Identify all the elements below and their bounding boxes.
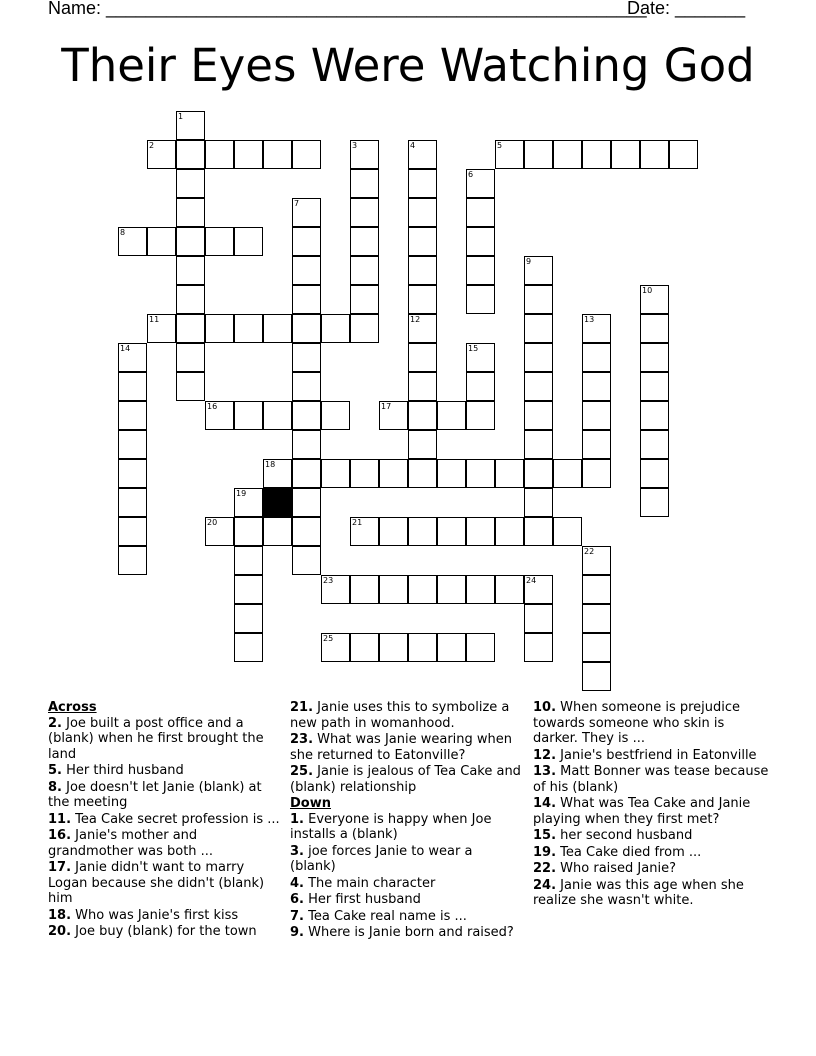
grid-cell[interactable] bbox=[466, 227, 495, 256]
grid-cell[interactable] bbox=[263, 140, 292, 169]
grid-cell[interactable] bbox=[640, 401, 669, 430]
grid-cell[interactable] bbox=[292, 227, 321, 256]
clue-item-number: 15. bbox=[533, 828, 557, 843]
grid-cell[interactable] bbox=[640, 314, 669, 343]
clue-number: 18 bbox=[265, 460, 276, 469]
clue-item bbox=[533, 748, 773, 764]
grid-cell[interactable] bbox=[408, 140, 437, 169]
grid-cell[interactable] bbox=[466, 256, 495, 285]
grid-cell[interactable] bbox=[350, 198, 379, 227]
grid-cell[interactable] bbox=[234, 575, 263, 604]
clue-item-number: 14. bbox=[533, 796, 557, 811]
grid-cell[interactable] bbox=[437, 401, 466, 430]
grid-cell[interactable] bbox=[408, 430, 437, 459]
grid-cell[interactable] bbox=[379, 517, 408, 546]
clue-number: 2 bbox=[149, 141, 155, 150]
clue-number: 4 bbox=[410, 141, 416, 150]
grid-cell[interactable] bbox=[582, 459, 611, 488]
grid-cell[interactable] bbox=[118, 459, 147, 488]
grid-cell[interactable] bbox=[466, 372, 495, 401]
page-title: Their Eyes Were Watching God bbox=[61, 39, 755, 92]
grid-cell[interactable] bbox=[582, 372, 611, 401]
clue-item-text: Her third husband bbox=[61, 763, 184, 778]
clue-item-text: Janie's mother and grandmother was both ... bbox=[48, 828, 214, 859]
grid-cell[interactable] bbox=[321, 401, 350, 430]
clue-item bbox=[533, 845, 773, 861]
clue-item-number: 1. bbox=[290, 811, 304, 827]
grid-cell[interactable] bbox=[118, 488, 147, 517]
grid-cell[interactable] bbox=[176, 227, 205, 256]
clue-item-text: What was Tea Cake and Janie playing when they first met? bbox=[533, 796, 751, 827]
grid-cell[interactable] bbox=[582, 140, 611, 169]
clue-number: 5 bbox=[497, 141, 503, 150]
grid-cell[interactable] bbox=[350, 517, 379, 546]
clue-item-text: Where is Janie born and raised? bbox=[303, 925, 514, 940]
grid-cell[interactable] bbox=[205, 517, 234, 546]
clue-number: 1 bbox=[178, 112, 184, 121]
grid-cell[interactable] bbox=[263, 459, 292, 488]
grid-cell[interactable] bbox=[176, 256, 205, 285]
grid-cell[interactable] bbox=[524, 604, 553, 633]
grid-cell[interactable] bbox=[350, 285, 379, 314]
grid-cell[interactable] bbox=[234, 604, 263, 633]
grid-cell[interactable] bbox=[379, 633, 408, 662]
clue-item-text: When someone is prejudice towards someone who skin is darker. They is ... bbox=[533, 700, 741, 746]
clue-item-text: Tea Cake died from ... bbox=[556, 844, 702, 860]
clue-number: 20 bbox=[207, 518, 218, 527]
grid-cell[interactable] bbox=[524, 314, 553, 343]
grid-cell[interactable] bbox=[466, 633, 495, 662]
grid-cell[interactable] bbox=[350, 169, 379, 198]
clue-item-text: her second husband bbox=[556, 828, 693, 843]
grid-cell[interactable] bbox=[408, 285, 437, 314]
grid-cell[interactable] bbox=[379, 401, 408, 430]
clue-item bbox=[290, 844, 522, 875]
clue-item bbox=[290, 764, 522, 795]
grid-cell[interactable] bbox=[495, 517, 524, 546]
clue-item bbox=[48, 860, 280, 907]
date-field-label: Date: _______ bbox=[627, 0, 746, 18]
clue-number: 19 bbox=[236, 489, 247, 498]
clue-item bbox=[290, 700, 522, 731]
grid-cell[interactable] bbox=[466, 343, 495, 372]
clue-item-text: Joe built a post office and a (blank) when he first brought the land bbox=[48, 715, 264, 762]
clue-item-text: Joe buy (blank) for the town bbox=[71, 924, 257, 939]
grid-cell[interactable] bbox=[234, 401, 263, 430]
grid-cell[interactable] bbox=[524, 401, 553, 430]
grid-cell[interactable] bbox=[582, 662, 611, 691]
grid-cell[interactable] bbox=[292, 546, 321, 575]
clue-item-number: 4. bbox=[290, 875, 304, 891]
clue-item bbox=[48, 780, 280, 811]
clue-item bbox=[533, 796, 773, 827]
grid-cell[interactable] bbox=[582, 575, 611, 604]
grid-cell[interactable] bbox=[234, 140, 263, 169]
grid-cell[interactable] bbox=[292, 488, 321, 517]
grid-cell[interactable] bbox=[321, 575, 350, 604]
grid-cell[interactable] bbox=[524, 256, 553, 285]
clue-item-number: 9. bbox=[290, 925, 304, 940]
grid-cell[interactable] bbox=[292, 256, 321, 285]
grid-cell[interactable] bbox=[350, 256, 379, 285]
clue-item-text: Tea Cake real name is ... bbox=[303, 908, 467, 924]
grid-cell[interactable] bbox=[292, 198, 321, 227]
grid-cell[interactable] bbox=[408, 633, 437, 662]
grid-cell[interactable] bbox=[611, 140, 640, 169]
clue-item-text: The main character bbox=[303, 875, 436, 891]
grid-cell[interactable] bbox=[234, 227, 263, 256]
grid-cell[interactable] bbox=[292, 285, 321, 314]
grid-black-cell bbox=[263, 488, 292, 517]
grid-cell[interactable] bbox=[263, 401, 292, 430]
grid-cell[interactable] bbox=[350, 314, 379, 343]
down-heading: Down bbox=[290, 796, 331, 811]
grid-cell[interactable] bbox=[408, 517, 437, 546]
grid-cell[interactable] bbox=[234, 546, 263, 575]
clue-number: 23 bbox=[323, 576, 334, 585]
grid-cell[interactable] bbox=[466, 575, 495, 604]
grid-cell[interactable] bbox=[292, 401, 321, 430]
clue-number: 12 bbox=[410, 315, 421, 324]
clue-item bbox=[48, 908, 280, 924]
grid-cell[interactable] bbox=[669, 140, 698, 169]
clue-item-number: 5. bbox=[48, 763, 62, 778]
grid-cell[interactable] bbox=[640, 140, 669, 169]
grid-cell[interactable] bbox=[524, 285, 553, 314]
grid-cell[interactable] bbox=[553, 459, 582, 488]
clues-column-2 bbox=[290, 700, 522, 942]
grid-cell[interactable] bbox=[263, 517, 292, 546]
grid-cell[interactable] bbox=[524, 343, 553, 372]
grid-cell[interactable] bbox=[524, 488, 553, 517]
grid-cell[interactable] bbox=[582, 546, 611, 575]
grid-cell[interactable] bbox=[640, 459, 669, 488]
grid-cell[interactable] bbox=[176, 314, 205, 343]
across-clue-list bbox=[48, 716, 280, 940]
grid-cell[interactable] bbox=[437, 633, 466, 662]
grid-cell[interactable] bbox=[118, 517, 147, 546]
clue-item bbox=[533, 861, 773, 877]
grid-cell[interactable] bbox=[466, 459, 495, 488]
clue-item-text: Janie is jealous of Tea Cake and (blank) relationship bbox=[290, 764, 521, 795]
clue-item-text: Who was Janie's first kiss bbox=[71, 907, 239, 923]
grid-cell[interactable] bbox=[408, 401, 437, 430]
grid-cell[interactable] bbox=[524, 372, 553, 401]
grid-cell[interactable] bbox=[437, 575, 466, 604]
clue-item-number: 25. bbox=[290, 764, 314, 779]
grid-cell[interactable] bbox=[408, 198, 437, 227]
grid-cell[interactable] bbox=[234, 633, 263, 662]
clue-item-number: 23. bbox=[290, 732, 314, 747]
grid-cell[interactable] bbox=[640, 285, 669, 314]
grid-cell[interactable] bbox=[524, 633, 553, 662]
grid-cell[interactable] bbox=[176, 285, 205, 314]
clue-item-number: 24. bbox=[533, 877, 557, 893]
grid-cell[interactable] bbox=[176, 198, 205, 227]
grid-cell[interactable] bbox=[292, 140, 321, 169]
grid-cell[interactable] bbox=[553, 517, 582, 546]
grid-cell[interactable] bbox=[408, 459, 437, 488]
grid-cell[interactable] bbox=[582, 430, 611, 459]
grid-cell[interactable] bbox=[408, 372, 437, 401]
clue-item bbox=[48, 828, 280, 859]
grid-cell[interactable] bbox=[379, 459, 408, 488]
grid-cell[interactable] bbox=[524, 430, 553, 459]
grid-cell[interactable] bbox=[582, 314, 611, 343]
grid-cell[interactable] bbox=[640, 343, 669, 372]
clue-item-number: 13. bbox=[533, 764, 557, 779]
clue-item-text: Janie didn't want to marry Logan because she didn't (blank) him bbox=[48, 860, 265, 906]
grid-cell[interactable] bbox=[350, 227, 379, 256]
grid-cell[interactable] bbox=[495, 140, 524, 169]
grid-cell[interactable] bbox=[205, 401, 234, 430]
grid-cell[interactable] bbox=[147, 314, 176, 343]
grid-cell[interactable] bbox=[321, 633, 350, 662]
clue-item bbox=[48, 716, 280, 763]
grid-cell[interactable] bbox=[408, 227, 437, 256]
grid-cell[interactable] bbox=[118, 343, 147, 372]
clue-item-number: 18. bbox=[48, 907, 72, 923]
grid-cell[interactable] bbox=[176, 343, 205, 372]
clue-item-number: 7. bbox=[290, 908, 304, 924]
clue-item bbox=[290, 925, 522, 941]
grid-cell[interactable] bbox=[176, 111, 205, 140]
grid-cell[interactable] bbox=[234, 314, 263, 343]
clue-number: 10 bbox=[642, 286, 653, 295]
grid-cell[interactable] bbox=[466, 517, 495, 546]
grid-cell[interactable] bbox=[466, 198, 495, 227]
clue-item-number: 2. bbox=[48, 715, 62, 731]
down-clue-list-continued bbox=[533, 700, 773, 909]
clue-item-number: 20. bbox=[48, 924, 72, 939]
grid-cell[interactable] bbox=[350, 633, 379, 662]
clue-item-number: 6. bbox=[290, 892, 304, 907]
grid-cell[interactable] bbox=[176, 372, 205, 401]
clue-number: 3 bbox=[352, 141, 358, 150]
grid-cell[interactable] bbox=[205, 227, 234, 256]
clue-number: 6 bbox=[468, 170, 474, 179]
clue-number: 25 bbox=[323, 634, 334, 643]
clue-item-number: 8. bbox=[48, 779, 62, 795]
grid-cell[interactable] bbox=[495, 575, 524, 604]
clue-item-text: Her first husband bbox=[303, 892, 421, 907]
grid-cell[interactable] bbox=[350, 459, 379, 488]
clue-item bbox=[290, 732, 522, 763]
clue-number: 7 bbox=[294, 199, 300, 208]
clue-item bbox=[533, 878, 773, 909]
clue-item bbox=[533, 700, 773, 747]
clue-number: 24 bbox=[526, 576, 537, 585]
clue-number: 22 bbox=[584, 547, 595, 556]
grid-cell[interactable] bbox=[292, 517, 321, 546]
clue-item bbox=[48, 763, 280, 779]
grid-cell[interactable] bbox=[408, 169, 437, 198]
grid-cell[interactable] bbox=[495, 459, 524, 488]
grid-cell[interactable] bbox=[582, 633, 611, 662]
grid-cell[interactable] bbox=[582, 401, 611, 430]
clue-item bbox=[533, 828, 773, 844]
grid-cell[interactable] bbox=[321, 459, 350, 488]
grid-cell[interactable] bbox=[292, 372, 321, 401]
clue-item-text: Joe doesn't let Janie (blank) at the meeting bbox=[48, 779, 262, 810]
clue-item-number: 16. bbox=[48, 828, 72, 843]
grid-cell[interactable] bbox=[292, 343, 321, 372]
grid-cell[interactable] bbox=[118, 372, 147, 401]
grid-cell[interactable] bbox=[118, 401, 147, 430]
grid-cell[interactable] bbox=[408, 575, 437, 604]
grid-cell[interactable] bbox=[437, 459, 466, 488]
grid-cell[interactable] bbox=[524, 517, 553, 546]
clue-item-number: 17. bbox=[48, 860, 72, 875]
down-clue-list bbox=[290, 812, 522, 941]
clues-column-3 bbox=[533, 700, 773, 910]
clue-number: 9 bbox=[526, 257, 532, 266]
grid-cell[interactable] bbox=[292, 459, 321, 488]
grid-cell[interactable] bbox=[234, 517, 263, 546]
grid-cell[interactable] bbox=[350, 575, 379, 604]
clue-item-number: 21. bbox=[290, 700, 314, 715]
clue-item-text: Who raised Janie? bbox=[556, 861, 676, 876]
grid-cell[interactable] bbox=[582, 343, 611, 372]
grid-cell[interactable] bbox=[147, 140, 176, 169]
clue-item-text: Janie was this age when she realize she wasn't white. bbox=[533, 877, 744, 908]
grid-cell[interactable] bbox=[553, 140, 582, 169]
clue-number: 8 bbox=[120, 228, 126, 237]
grid-cell[interactable] bbox=[118, 430, 147, 459]
clue-number: 17 bbox=[381, 402, 392, 411]
clue-item bbox=[533, 764, 773, 795]
clue-item-text: Janie's bestfriend in Eatonville bbox=[556, 747, 757, 763]
grid-cell[interactable] bbox=[640, 430, 669, 459]
grid-cell[interactable] bbox=[118, 546, 147, 575]
grid-cell[interactable] bbox=[263, 314, 292, 343]
grid-cell[interactable] bbox=[582, 604, 611, 633]
clue-item bbox=[290, 812, 522, 843]
clue-item-number: 3. bbox=[290, 843, 304, 859]
clue-number: 16 bbox=[207, 402, 218, 411]
clue-item bbox=[290, 909, 522, 925]
grid-cell[interactable] bbox=[176, 140, 205, 169]
clue-item bbox=[290, 876, 522, 892]
grid-cell[interactable] bbox=[408, 256, 437, 285]
grid-cell[interactable] bbox=[524, 575, 553, 604]
grid-cell[interactable] bbox=[408, 343, 437, 372]
grid-cell[interactable] bbox=[118, 227, 147, 256]
clue-number: 14 bbox=[120, 344, 131, 353]
grid-cell[interactable] bbox=[205, 314, 234, 343]
grid-cell[interactable] bbox=[466, 169, 495, 198]
clue-item-text: Matt Bonner was tease because of his (blank) bbox=[533, 764, 769, 795]
grid-cell[interactable] bbox=[524, 140, 553, 169]
clue-item bbox=[48, 812, 280, 828]
clue-item bbox=[48, 924, 280, 940]
grid-cell[interactable] bbox=[176, 169, 205, 198]
grid-cell[interactable] bbox=[640, 372, 669, 401]
grid-cell[interactable] bbox=[350, 140, 379, 169]
grid-cell[interactable] bbox=[292, 430, 321, 459]
name-field-label: Name: ______________________________________________________ bbox=[48, 0, 647, 18]
across-clue-list-continued bbox=[290, 700, 522, 795]
grid-cell[interactable] bbox=[321, 314, 350, 343]
clue-item bbox=[290, 892, 522, 908]
grid-cell[interactable] bbox=[466, 285, 495, 314]
grid-cell[interactable] bbox=[408, 314, 437, 343]
grid-cell[interactable] bbox=[524, 459, 553, 488]
across-heading: Across bbox=[48, 700, 97, 715]
clue-item-number: 22. bbox=[533, 861, 557, 876]
grid-cell[interactable] bbox=[466, 401, 495, 430]
grid-cell[interactable] bbox=[437, 517, 466, 546]
grid-cell[interactable] bbox=[234, 488, 263, 517]
clue-number: 21 bbox=[352, 518, 363, 527]
clue-item-number: 19. bbox=[533, 844, 557, 860]
clue-item-text: Janie uses this to symbolize a new path in womanhood. bbox=[290, 700, 510, 731]
clue-item-text: Everyone is happy when Joe installs a (blank) bbox=[290, 811, 492, 842]
clues-column-1 bbox=[48, 700, 280, 941]
clue-item-text: What was Janie wearing when she returned to Eatonville? bbox=[290, 732, 513, 763]
clue-number: 11 bbox=[149, 315, 160, 324]
clue-item-text: joe forces Janie to wear a (blank) bbox=[290, 843, 473, 874]
clue-number: 15 bbox=[468, 344, 479, 353]
grid-cell[interactable] bbox=[292, 314, 321, 343]
clue-item-number: 11. bbox=[48, 811, 72, 827]
clue-item-number: 12. bbox=[533, 747, 557, 763]
clue-item-number: 10. bbox=[533, 700, 557, 715]
clue-number: 13 bbox=[584, 315, 595, 324]
grid-cell[interactable] bbox=[205, 140, 234, 169]
grid-cell[interactable] bbox=[147, 227, 176, 256]
clue-item-text: Tea Cake secret profession is ... bbox=[71, 811, 280, 827]
grid-cell[interactable] bbox=[379, 575, 408, 604]
grid-cell[interactable] bbox=[640, 488, 669, 517]
